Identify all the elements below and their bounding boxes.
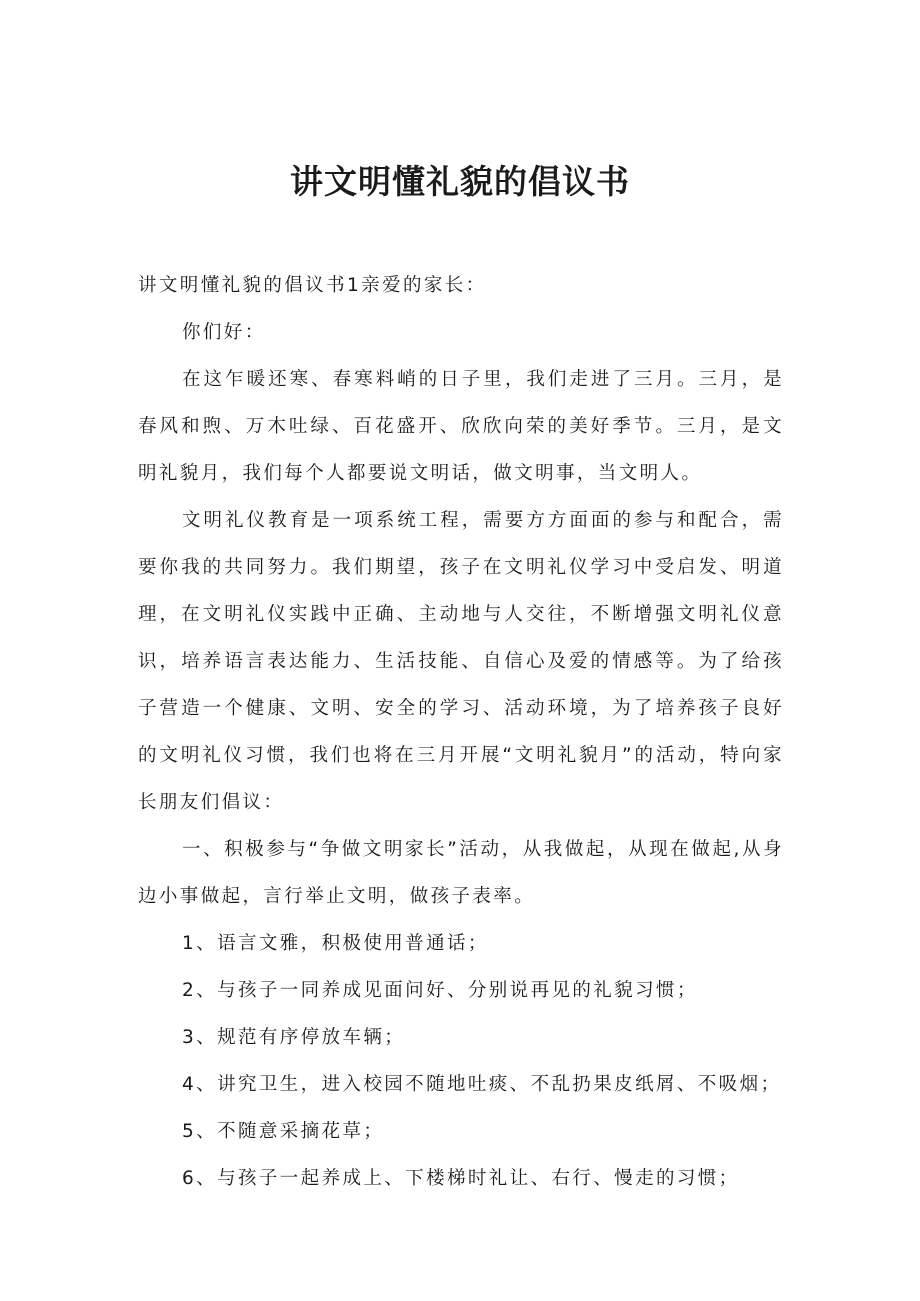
list-item: 3、规范有序停放车辆； bbox=[182, 1027, 406, 1048]
list-item: 2、与孩子一同养成见面问好、分别说再见的礼貌习惯； bbox=[182, 980, 698, 1001]
intro-paragraph: 在这乍暖还寒、春寒料峭的日子里，我们走进了三月。三月，是春风和煦、万木吐绿、百花盛开、欣欣向荣的美好季节。三月，是文明礼貌月，我们每个人都要说文明话，做文明事，当文明人。 bbox=[138, 369, 784, 484]
document-body bbox=[138, 262, 784, 1202]
list-item: 4、讲究卫生，进入校园不随地吐痰、不乱扔果皮纸屑、不吸烟； bbox=[182, 1074, 782, 1095]
salutation-paragraph: 讲文明懂礼貌的倡议书1亲爱的家长： bbox=[138, 275, 487, 296]
list-item: 1、语言文雅，积极使用普通话； bbox=[182, 933, 489, 954]
purpose-paragraph: 文明礼仪教育是一项系统工程，需要方方面面的参与和配合，需要你我的共同努力。我们期望，孩子在文明礼仪学习中受启发、明道理，在文明礼仪实践中正确、主动地与人交往，不断增强文明礼仪意识，培养语言表达能力、生活技能、自信心及爱的情感等。为了给孩子营造一个健康、文明、安全的学习、活动环境，为了培养孩子良好的文明礼仪习惯，我们也将在三月开展“文明礼貌月”的活动，特向家长朋友们倡议： bbox=[138, 510, 784, 813]
proposal-one-paragraph: 一、积极参与“争做文明家长”活动，从我做起，从现在做起,从身边小事做起，言行举止文明，做孩子表率。 bbox=[138, 839, 784, 907]
document-title: 讲文明懂礼貌的倡议书 bbox=[290, 162, 630, 201]
list-item: 6、与孩子一起养成上、下楼梯时礼让、右行、慢走的习惯； bbox=[182, 1168, 740, 1189]
greeting-paragraph: 你们好： bbox=[182, 322, 266, 343]
list-item: 5、不随意采摘花草； bbox=[182, 1121, 385, 1142]
